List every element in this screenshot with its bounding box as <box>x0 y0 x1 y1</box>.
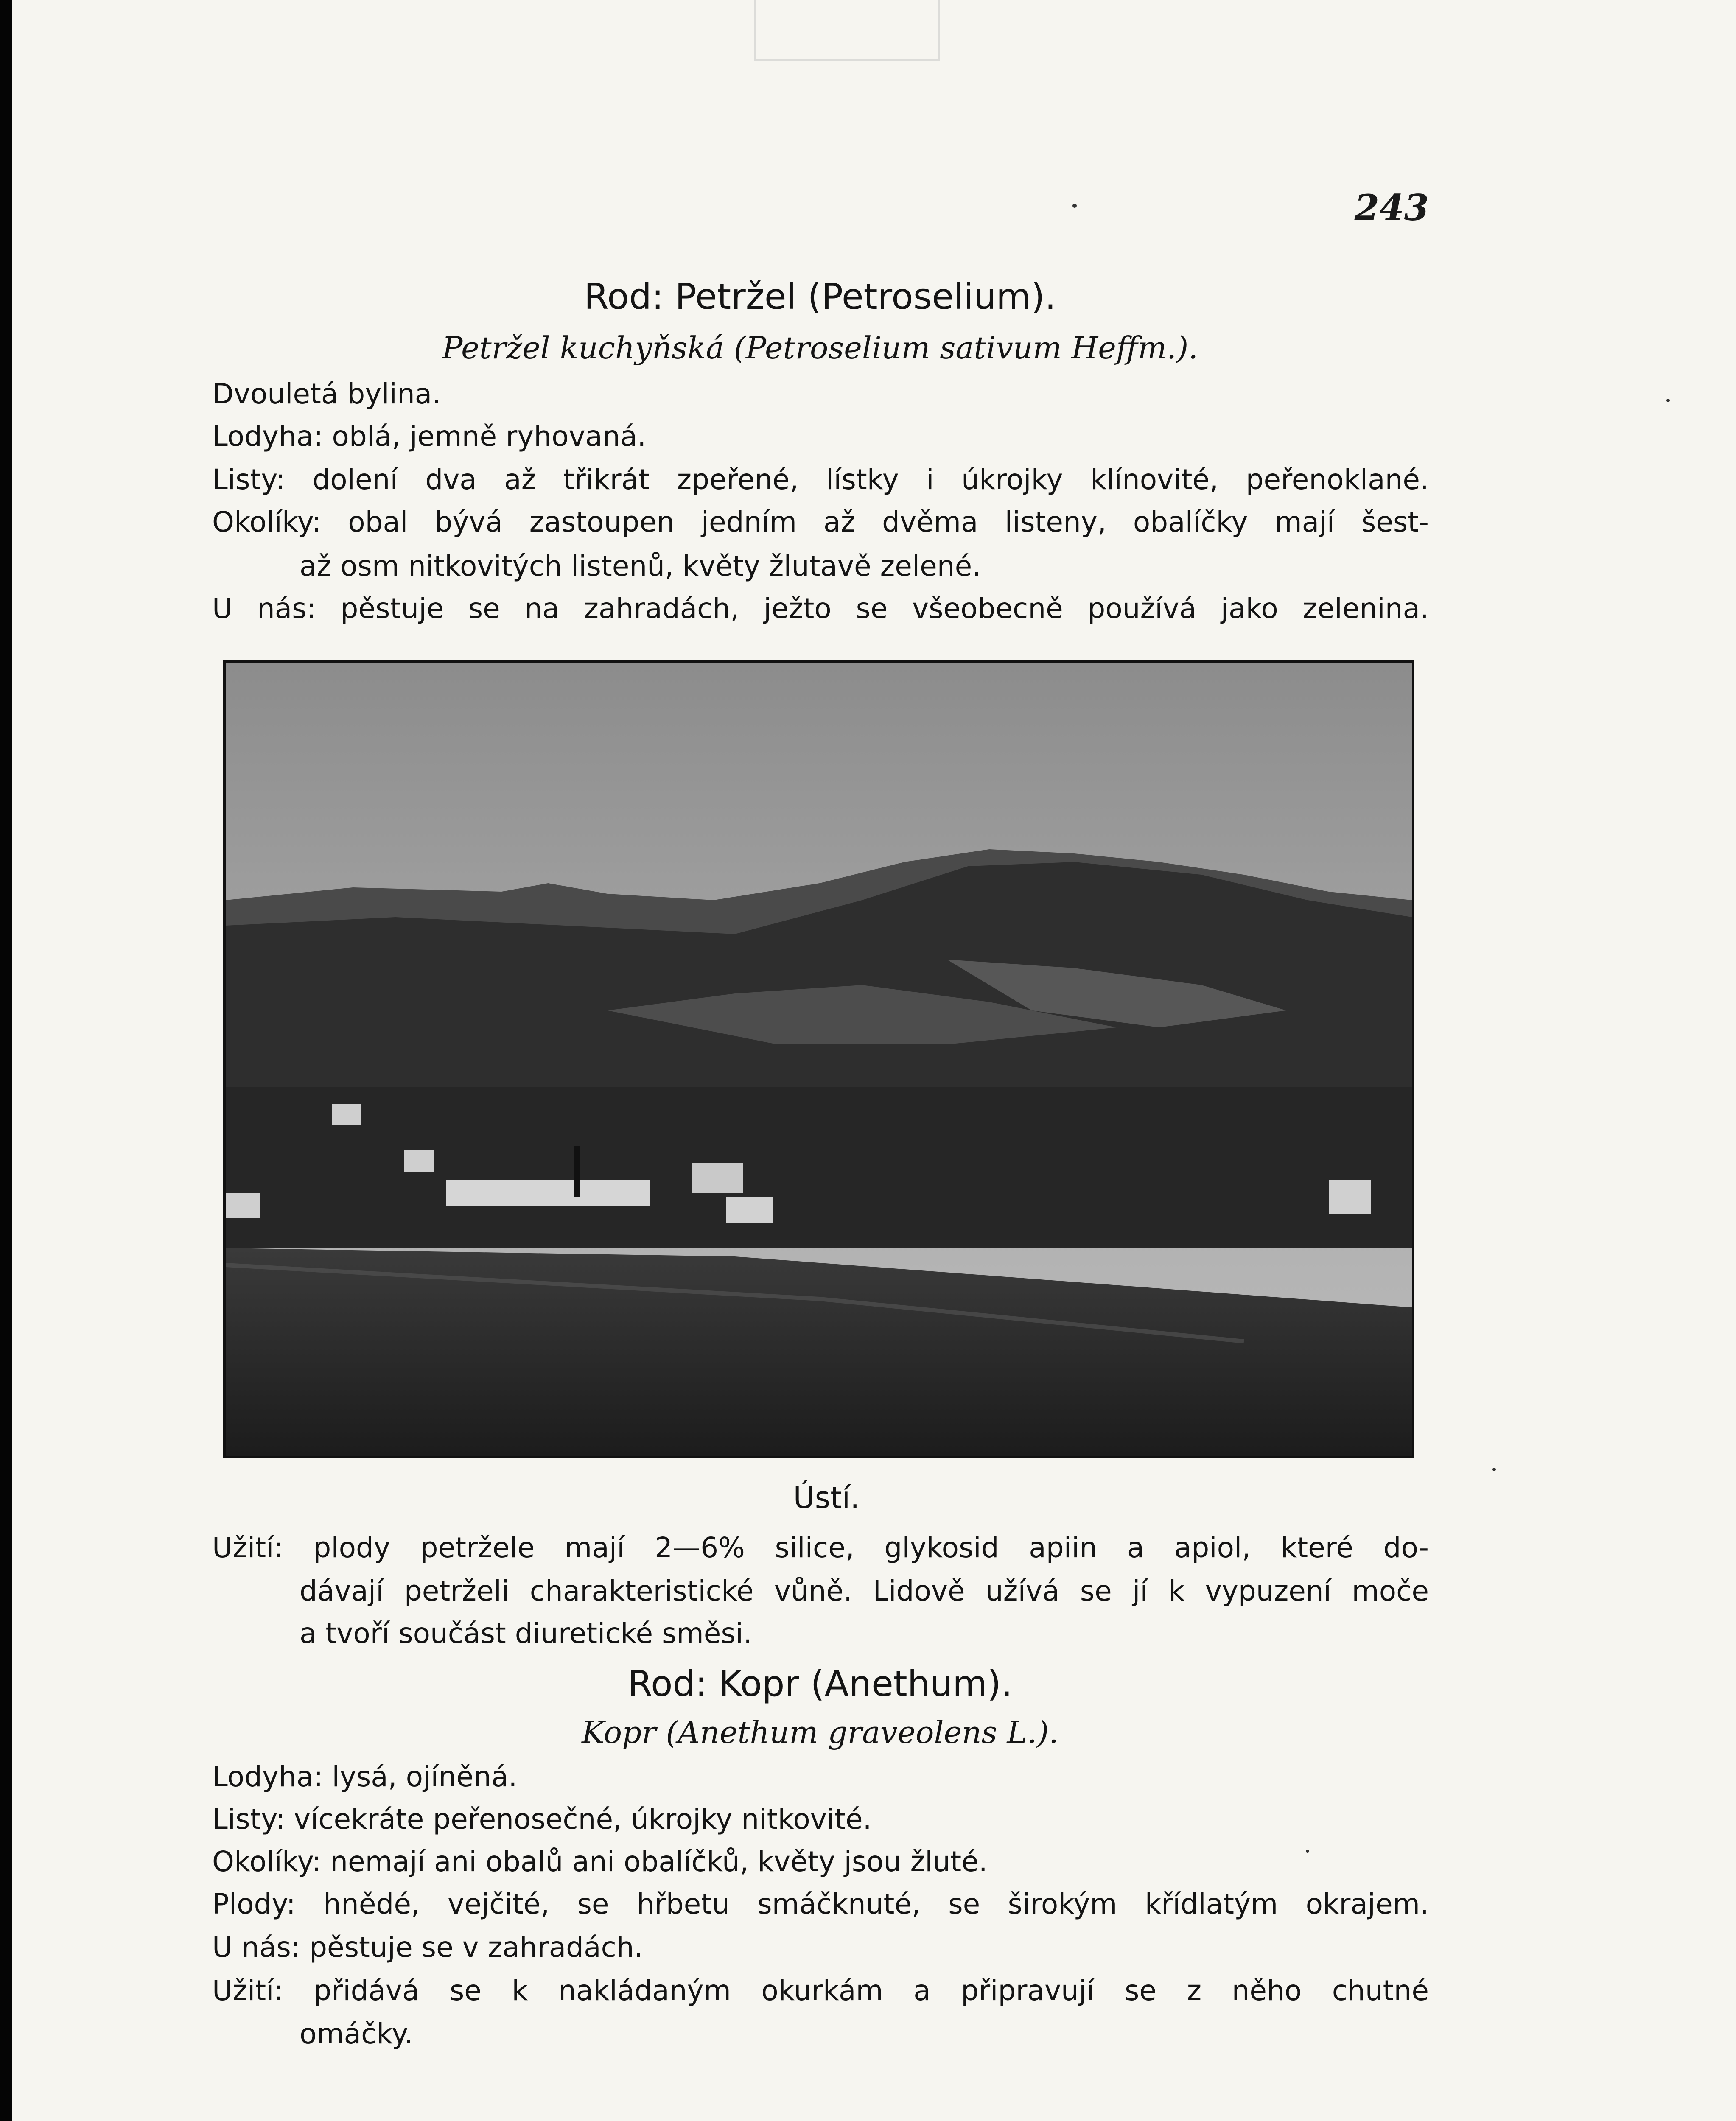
text-line: a tvoří součást diuretické směsi. <box>300 1617 753 1650</box>
scan-speck <box>1492 1468 1496 1471</box>
book-page <box>12 0 1736 2121</box>
page-number: 243 <box>1354 187 1429 229</box>
text-line: Listy: vícekráte peřenosečné, úkrojky nitkovité. <box>212 1803 872 1836</box>
species-title-petrzel: Petržel kuchyňská (Petroselium sativum Heffm.). <box>442 330 1198 366</box>
text-line: Lodyha: lysá, ojíněná. <box>212 1760 518 1793</box>
text-line: Užití: plody petržele mají 2—6% silice, glykosid apiin a apiol, které do- <box>212 1531 1429 1564</box>
text-line: U nás: pěstuje se v zahradách. <box>212 1931 643 1964</box>
text-line: Dvouletá bylina. <box>212 378 441 410</box>
text-line: Užití: přidává se k nakládaným okurkám a připravují se z něho chutné <box>212 1974 1429 2007</box>
scan-top-mark <box>754 0 940 61</box>
scan-speck <box>1306 1850 1309 1853</box>
landscape-photo-graphic <box>226 663 1412 1456</box>
text-line: U nás: pěstuje se na zahradách, ježto se všeobecně používá jako zelenina. <box>212 592 1429 625</box>
text-line: Plody: hnědé, vejčité, se hřbetu smáčknuté, se širokým křídlatým okrajem. <box>212 1888 1429 1920</box>
text-line: Lodyha: oblá, jemně ryhovaná. <box>212 420 647 453</box>
scan-left-edge <box>0 0 12 2121</box>
text-line: Okolíky: nemají ani obalů ani obalíčků, květy jsou žluté. <box>212 1845 988 1878</box>
landscape-photo <box>223 660 1414 1458</box>
photo-caption: Ústí. <box>793 1480 860 1515</box>
text-line: omáčky. <box>300 2017 413 2050</box>
text-line: Okolíky: obal bývá zastoupen jedním až dvěma listeny, obalíčky mají šest- <box>212 506 1429 538</box>
text-line: Listy: dolení dva až třikrát zpeřené, lístky i úkrojky klínovité, peřenoklané. <box>212 463 1429 496</box>
text-line: až osm nitkovitých listenů, květy žlutavě zelené. <box>300 550 981 582</box>
section-title-kopr: Rod: Kopr (Anethum). <box>627 1663 1013 1704</box>
text-line: dávají petrželi charakteristické vůně. Lidově užívá se jí k vypuzení moče <box>300 1575 1429 1607</box>
species-title-kopr: Kopr (Anethum graveolens L.). <box>581 1715 1059 1750</box>
section-title-petrzel: Rod: Petržel (Petroselium). <box>584 276 1056 317</box>
scan-speck <box>1072 204 1077 208</box>
scan-speck <box>1666 399 1670 402</box>
